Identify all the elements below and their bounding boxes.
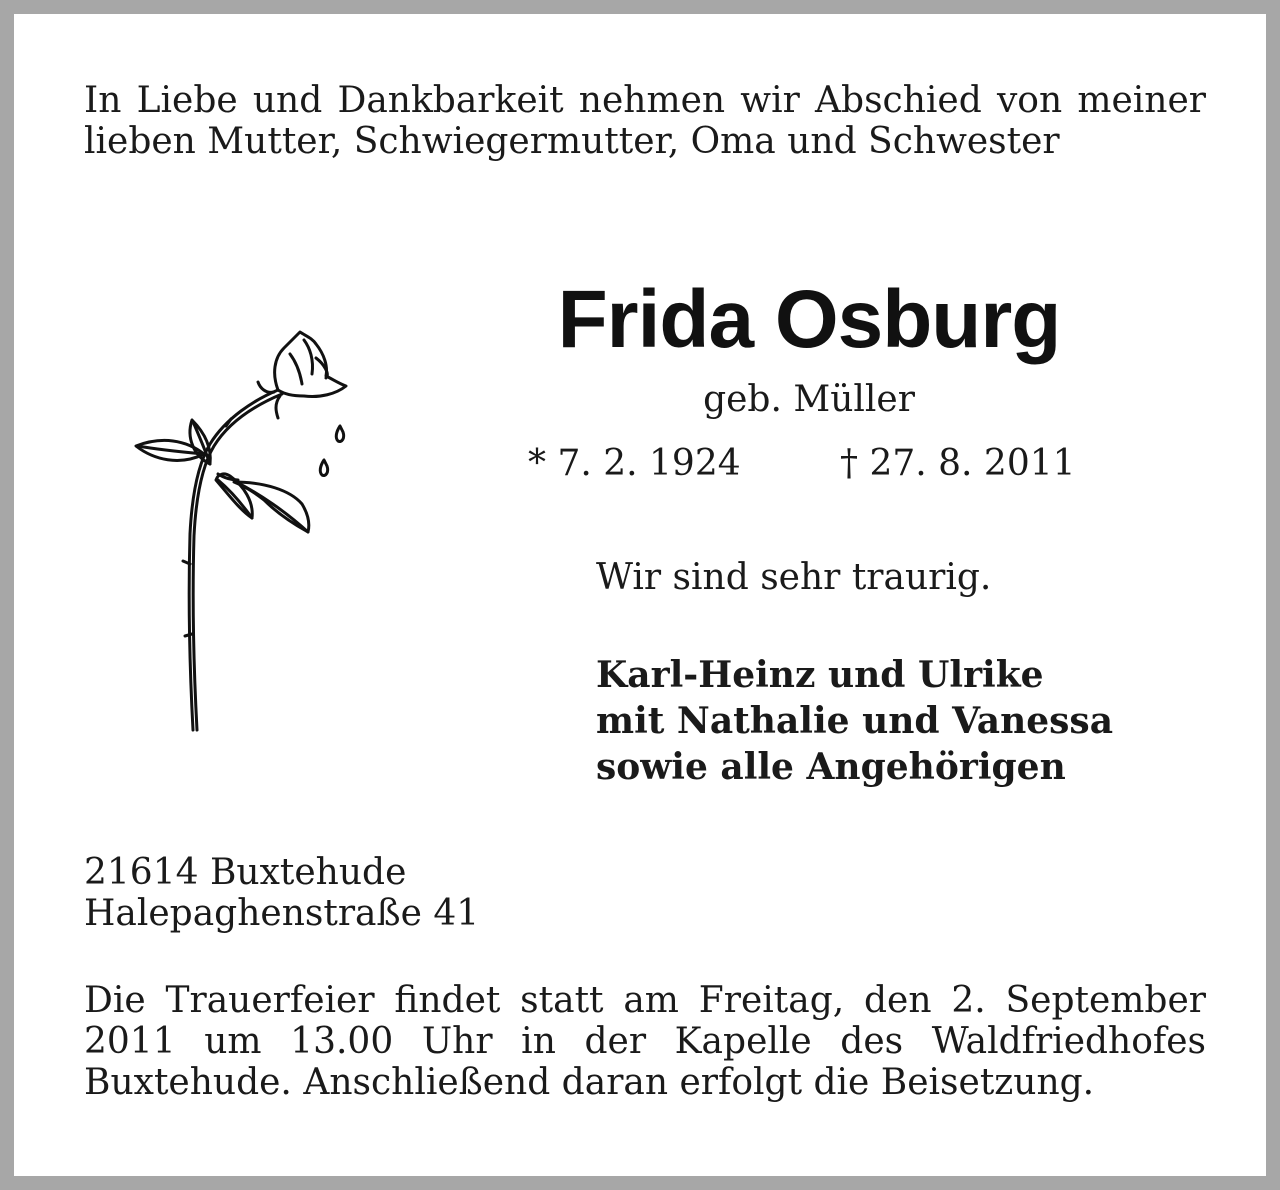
life-dates [528, 442, 1168, 490]
mourners-list [596, 652, 1113, 790]
funeral-service-text: Die Trauerfeier findet statt am Freitag, den 2. September 2011 um 13.00 Uhr in der Kapelle des Waldfriedhofes Buxtehude. Anschließend daran erfolgt die Beisetzung. [84, 980, 1206, 1103]
mourner-line: Karl-Heinz und Ulrike [596, 654, 1044, 696]
deceased-name: Frida Osburg [557, 274, 1061, 365]
address-city: 21614 Buxtehude [84, 852, 407, 893]
address-block [84, 852, 479, 934]
mourner-line: mit Nathalie und Vanessa [596, 700, 1114, 742]
address-street: Halepaghenstraße 41 [84, 893, 480, 934]
obituary-notice [14, 14, 1266, 1176]
mourner-line: sowie alle Angehörigen [596, 746, 1066, 788]
rose-with-teardrops-icon [114, 314, 354, 734]
closing-line: Wir sind sehr traurig. [596, 557, 992, 598]
birth-date: * 7. 2. 1924 [528, 443, 741, 484]
maiden-name: geb. Müller [703, 379, 915, 420]
death-date: † 27. 8. 2011 [840, 443, 1076, 484]
intro-text: In Liebe und Dankbarkeit nehmen wir Abschied von meiner lieben Mutter, Schwiegermutter, Oma und Schwester [84, 80, 1206, 162]
